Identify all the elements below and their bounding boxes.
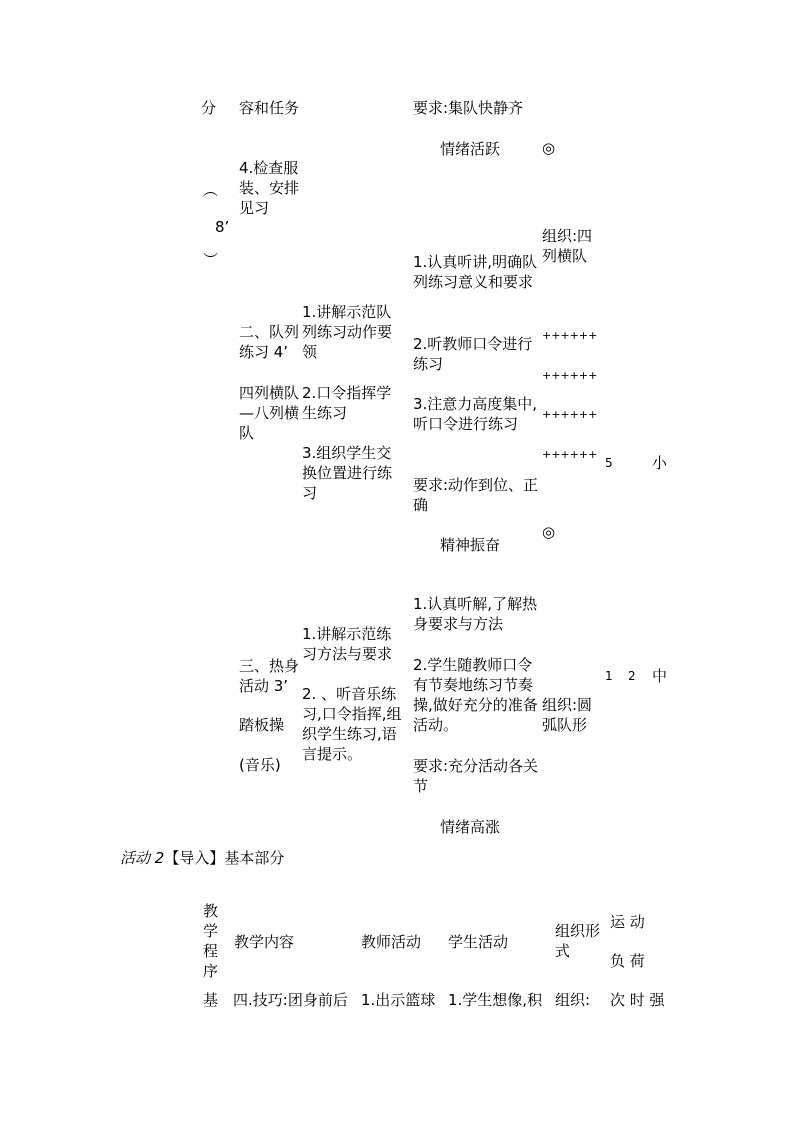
task-heading: 容和任务 [239,99,300,117]
teacher-formation-2: 2.口令指挥学生练习 [302,384,392,422]
row-content: 四.技巧:团身前后 [233,991,348,1009]
formation-row: ++++++ [542,448,598,461]
count-value: 5 [605,456,613,470]
item-formation-sub: 四列横队—八列横队 [239,384,300,442]
mood-3: 情绪高涨 [440,818,501,836]
load-level: 小 [652,454,668,472]
header-program-char: 学 [203,922,219,940]
organization-arc: 组织:圆弧队形 [542,696,593,734]
item-formation-title: 二、队列练习 4’ [239,323,300,361]
teacher-warmup-1: 1.讲解示范练习方法与要求 [302,625,393,663]
student-formation-2: 2.听教师口令进行练习 [413,335,533,373]
formation-circle-icon: ◎ [542,523,556,541]
count-value: 1 [605,669,613,683]
header-load-bottom: 负 荷 [610,952,645,970]
activity-label: 活动 2 [120,849,165,867]
formation-row: ++++++ [542,369,598,382]
mood-2: 精神振奋 [440,536,501,554]
requirement-1: 要求:集队快静齐 [413,99,524,117]
item-warmup-title: 三、热身活动 3’ [239,657,300,695]
requirement-3: 要求:充分活动各关节 [413,757,539,795]
paren-close: ︶ [203,251,219,269]
student-formation-1: 1.认真听讲,明确队列练习意义和要求 [413,253,538,291]
organization-four-rows: 组织:四列横队 [542,227,593,265]
header-teacher: 教师活动 [361,933,422,951]
count-value: 2 [628,669,636,683]
student-warmup-1: 1.认真听解,了解热身要求与方法 [413,595,538,633]
header-program-char: 教 [203,902,219,920]
header-load-top: 运 动 [610,913,645,931]
row-load: 次 时 强 [610,991,665,1009]
part-minutes: 8’ [215,218,230,236]
row-teacher: 1.出示篮球 [361,991,436,1009]
header-content: 教学内容 [234,933,295,951]
teacher-warmup-2: 2. 、听音乐练习,口令指挥,组织学生练习,语言提示。 [302,685,402,763]
item-warmup-note: (音乐) [239,756,281,774]
header-program-char: 程 [203,942,219,960]
part-char: 分 [201,99,217,117]
header-program-char: 序 [203,962,219,980]
formation-circle-icon: ◎ [542,139,556,157]
row-program: 基 [203,991,219,1009]
item-check-clothing: 4.检查服装、安排见习 [239,159,300,217]
mood-1: 情绪活跃 [440,140,501,158]
section-title: 基本部分 [224,849,285,867]
teacher-formation-1: 1.讲解示范队列练习动作要领 [302,303,393,361]
formation-row: ++++++ [542,408,598,421]
header-student: 学生活动 [448,933,509,951]
section-heading [120,848,284,868]
item-warmup-sub: 踏板操 [239,716,285,734]
requirement-2: 要求:动作到位、正确 [413,476,539,514]
teacher-formation-3: 3.组织学生交换位置进行练习 [302,444,393,502]
student-warmup-2: 2.学生随教师口令有节奏地练习节奏操,做好充分的准备活动。 [413,656,538,734]
row-organization: 组织: [555,991,591,1009]
formation-row: ++++++ [542,329,598,342]
paren-open: ︵ [203,181,219,199]
header-organization: 组织形式 [555,922,601,960]
student-formation-3: 3.注意力高度集中,听口令进行练习 [413,395,538,433]
load-level: 中 [652,667,668,685]
row-student: 1.学生想像,积 [448,991,543,1009]
section-bracket: 【导入】 [164,849,225,867]
